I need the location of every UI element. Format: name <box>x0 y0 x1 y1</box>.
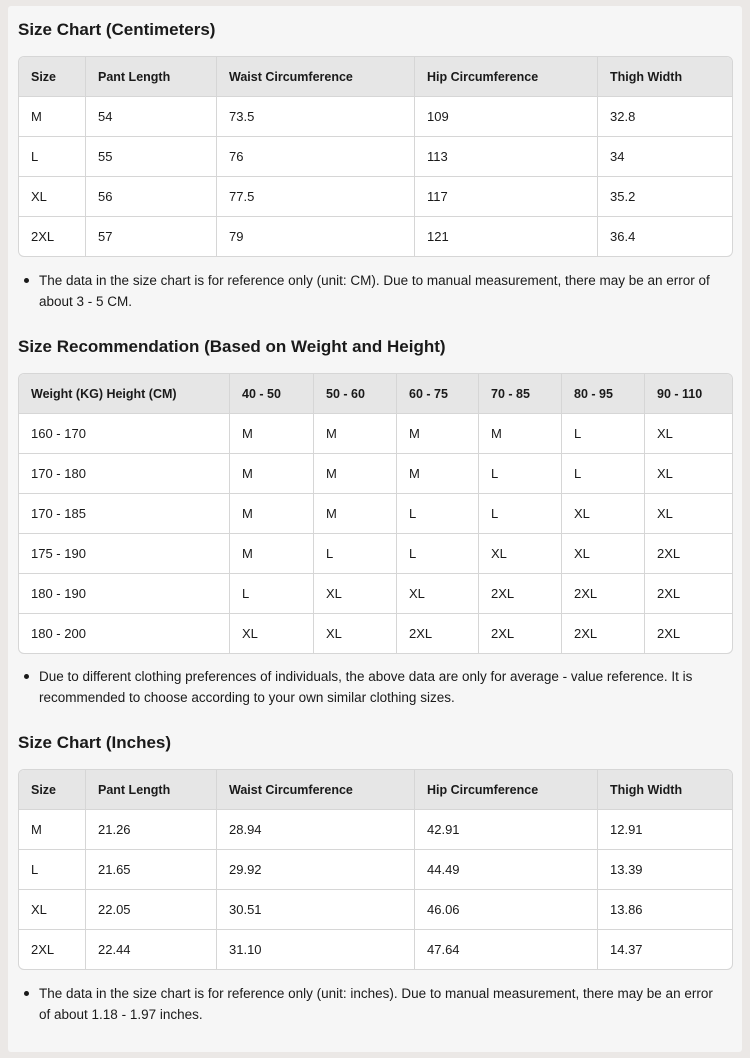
table-cell: XL <box>479 534 562 574</box>
column-header-weight-height: Weight (KG) Height (CM) <box>19 374 230 414</box>
column-header-weight-range: 50 - 60 <box>314 374 397 414</box>
table-cell: L <box>314 534 397 574</box>
column-header-weight-range: 90 - 110 <box>645 374 732 414</box>
table-cell: 121 <box>415 217 598 256</box>
size-chart-inches-title: Size Chart (Inches) <box>18 733 172 752</box>
table-cell: XL <box>397 574 479 614</box>
table-row <box>19 850 732 890</box>
table-row <box>19 217 732 256</box>
column-header-hip: Hip Circumference <box>415 770 598 810</box>
table-cell: M <box>314 494 397 534</box>
table-cell: M <box>230 414 314 454</box>
table-cell: 55 <box>86 137 217 177</box>
table-cell: XL <box>19 890 86 930</box>
table-row <box>19 137 732 177</box>
table-cell: M <box>397 414 479 454</box>
table-cell: 2XL <box>479 614 562 653</box>
table-cell: XL <box>314 614 397 653</box>
size-recommendation-note: Due to different clothing preferences of individuals, the above data are only for average - value reference. It is recommended to choose according to your own similar clothing sizes. <box>18 666 723 708</box>
column-header-thigh: Thigh Width <box>598 770 732 810</box>
table-cell: 160 - 170 <box>19 414 230 454</box>
size-chart-inches-note-list <box>18 983 723 1025</box>
table-header-row <box>19 57 732 97</box>
table-row <box>19 177 732 217</box>
table-cell: 117 <box>415 177 598 217</box>
size-chart-cm-title: Size Chart (Centimeters) <box>18 20 216 39</box>
table-row <box>19 494 732 534</box>
table-cell: 180 - 190 <box>19 574 230 614</box>
table-cell: 54 <box>86 97 217 137</box>
table-cell: M <box>230 494 314 534</box>
table-cell: 13.86 <box>598 890 732 930</box>
column-header-pant-length: Pant Length <box>86 57 217 97</box>
table-header-row <box>19 374 732 414</box>
table-cell: L <box>479 454 562 494</box>
size-chart-inches-table <box>18 769 733 970</box>
table-cell: XL <box>645 494 732 534</box>
table-cell: 2XL <box>479 574 562 614</box>
column-header-pant-length: Pant Length <box>86 770 217 810</box>
table-cell: 30.51 <box>217 890 415 930</box>
table-cell: M <box>314 414 397 454</box>
column-header-weight-range: 80 - 95 <box>562 374 645 414</box>
table-cell: 180 - 200 <box>19 614 230 653</box>
table-cell: L <box>230 574 314 614</box>
table-cell: XL <box>230 614 314 653</box>
table-cell: 2XL <box>397 614 479 653</box>
size-chart-inches-note: The data in the size chart is for reference only (unit: inches). Due to manual measurement, there may be an error of about 1.18 - 1.97 inches. <box>18 983 723 1025</box>
table-cell: 73.5 <box>217 97 415 137</box>
table-row <box>19 574 732 614</box>
table-cell: 34 <box>598 137 732 177</box>
table-cell: 2XL <box>562 614 645 653</box>
table-cell: XL <box>645 454 732 494</box>
table-cell: 2XL <box>645 534 732 574</box>
table-cell: 22.05 <box>86 890 217 930</box>
table-cell: 2XL <box>562 574 645 614</box>
table-cell: 32.8 <box>598 97 732 137</box>
table-cell: 22.44 <box>86 930 217 969</box>
table-cell: 21.65 <box>86 850 217 890</box>
column-header-hip: Hip Circumference <box>415 57 598 97</box>
table-cell: M <box>479 414 562 454</box>
column-header-waist: Waist Circumference <box>217 57 415 97</box>
table-cell: L <box>19 137 86 177</box>
table-cell: 2XL <box>19 217 86 256</box>
table-row <box>19 614 732 653</box>
table-cell: 13.39 <box>598 850 732 890</box>
table-header-row <box>19 770 732 810</box>
table-cell: 2XL <box>645 574 732 614</box>
column-header-thigh: Thigh Width <box>598 57 732 97</box>
table-cell: 79 <box>217 217 415 256</box>
table-cell: 46.06 <box>415 890 598 930</box>
size-recommendation-note-list <box>18 666 723 708</box>
table-row <box>19 930 732 969</box>
table-cell: L <box>562 414 645 454</box>
table-cell: 12.91 <box>598 810 732 850</box>
table-cell: 28.94 <box>217 810 415 850</box>
table-cell: 57 <box>86 217 217 256</box>
table-cell: 175 - 190 <box>19 534 230 574</box>
column-header-weight-range: 60 - 75 <box>397 374 479 414</box>
table-cell: 76 <box>217 137 415 177</box>
table-cell: 170 - 180 <box>19 454 230 494</box>
table-cell: L <box>562 454 645 494</box>
table-cell: L <box>397 494 479 534</box>
size-recommendation-title: Size Recommendation (Based on Weight and Height) <box>18 337 446 356</box>
table-cell: M <box>19 97 86 137</box>
table-cell: L <box>19 850 86 890</box>
table-cell: XL <box>562 494 645 534</box>
table-cell: 56 <box>86 177 217 217</box>
size-recommendation-table <box>18 373 733 654</box>
table-cell: 31.10 <box>217 930 415 969</box>
table-cell: 113 <box>415 137 598 177</box>
table-row <box>19 97 732 137</box>
table-cell: 109 <box>415 97 598 137</box>
table-row <box>19 414 732 454</box>
table-row <box>19 810 732 850</box>
size-chart-cm-note: The data in the size chart is for reference only (unit: CM). Due to manual measurement, there may be an error of about 3 - 5 CM. <box>18 270 723 312</box>
table-cell: 21.26 <box>86 810 217 850</box>
table-cell: XL <box>314 574 397 614</box>
size-chart-cm-note-list <box>18 270 723 312</box>
column-header-size: Size <box>19 57 86 97</box>
table-cell: 36.4 <box>610 229 636 244</box>
table-cell: 170 - 185 <box>19 494 230 534</box>
size-chart-cm-table <box>18 56 733 257</box>
column-header-size: Size <box>19 770 86 810</box>
table-cell: M <box>314 454 397 494</box>
table-cell: 77.5 <box>217 177 415 217</box>
table-cell: M <box>19 810 86 850</box>
table-cell: 42.91 <box>415 810 598 850</box>
table-cell: L <box>397 534 479 574</box>
table-cell: M <box>230 454 314 494</box>
table-cell: XL <box>19 177 86 217</box>
table-cell: 29.92 <box>217 850 415 890</box>
table-row <box>19 534 732 574</box>
table-cell: 2XL <box>657 626 681 641</box>
column-header-weight-range: 40 - 50 <box>230 374 314 414</box>
table-cell: M <box>230 534 314 574</box>
table-row <box>19 890 732 930</box>
table-cell: XL <box>645 414 732 454</box>
table-cell: XL <box>562 534 645 574</box>
table-cell: L <box>479 494 562 534</box>
table-cell: 44.49 <box>415 850 598 890</box>
table-cell: 35.2 <box>598 177 732 217</box>
column-header-waist: Waist Circumference <box>217 770 415 810</box>
table-row <box>19 454 732 494</box>
table-cell: 47.64 <box>415 930 598 969</box>
table-cell: 14.37 <box>610 942 643 957</box>
table-cell: M <box>397 454 479 494</box>
column-header-weight-range: 70 - 85 <box>479 374 562 414</box>
table-cell: 2XL <box>19 930 86 969</box>
